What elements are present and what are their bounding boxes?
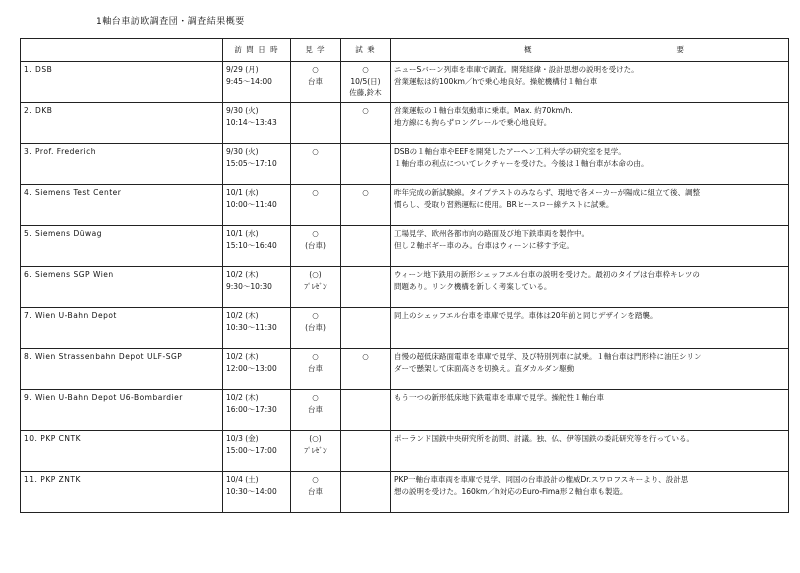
destination-cell (21, 308, 223, 349)
visit-date: 9/29 (月) (226, 65, 259, 74)
table-row (21, 185, 789, 226)
overview-line-1: もう一つの新形低床地下鉄電車を車庫で見学。操舵性１軸台車 (394, 393, 604, 402)
overview-line-1: 営業運転の１軸台車気動車に乗車。Max. 約70km/h. (394, 106, 573, 115)
overview-cell (391, 226, 789, 267)
overview-line-2: 慣らし、受取り習熟運転に使用。BRヒースロー線テストに試乗。 (394, 199, 614, 209)
table-row (21, 431, 789, 472)
overview-line-1: 工場見学、欧州各都市向の路面及び地下鉄車両を製作中。 (394, 229, 589, 238)
inspection-mark: ○ (312, 65, 319, 74)
inspection-mark: ○ (312, 352, 319, 361)
test-ride-cell (341, 308, 391, 349)
overview-cell (391, 185, 789, 226)
visit-datetime-cell (223, 185, 291, 226)
table-row (21, 390, 789, 431)
header-test-ride: 試 乗 (341, 39, 391, 62)
test-ride-cell (341, 62, 391, 103)
destination-name: 2. DKB (24, 106, 53, 115)
visit-datetime-cell (223, 431, 291, 472)
overview-line-1: 昨年完成の新試験線。タイプテストのみならず、現地で各メーカーが陽成に組立て後、調整 (394, 188, 701, 197)
inspection-cell (291, 185, 341, 226)
visit-datetime-cell (223, 267, 291, 308)
inspection-cell (291, 349, 341, 390)
destination-name: 5. Siemens Düwag (24, 229, 102, 238)
visit-time: 15:10～16:40 (226, 240, 277, 250)
destination-cell (21, 431, 223, 472)
overview-cell (391, 390, 789, 431)
inspection-cell (291, 267, 341, 308)
destination-cell (21, 62, 223, 103)
visit-date: 10/1 (水) (226, 188, 259, 197)
visit-time: 10:30～14:00 (226, 486, 277, 496)
visit-date: 10/2 (木) (226, 393, 259, 402)
visit-datetime-cell (223, 308, 291, 349)
visit-time: 15:05～17:10 (226, 158, 277, 168)
overview-line-2: 営業運転は約100km／hで乗心地良好。操舵機構付１軸台車 (394, 76, 598, 86)
test-ride-cell (341, 226, 391, 267)
overview-line-2: １軸台車の利点についてレクチャーを受けた。今後は１軸台車が本命の由。 (394, 158, 649, 168)
overview-line-2: 想の説明を受けた。160km／h対応のEuro-Fima形２軸台車も製造。 (394, 486, 628, 496)
destination-name: 8. Wien Strassenbahn Depot ULF-SGP (24, 352, 183, 361)
inspection-note: (台車) (305, 322, 326, 332)
test-ride-cell (341, 144, 391, 185)
table-row (21, 103, 789, 144)
header-overview (391, 39, 789, 62)
inspection-note: 台車 (308, 486, 323, 496)
overview-line-2: 問題あり。リンク機構を新しく考案している。 (394, 281, 552, 291)
destination-name: 1. DSB (24, 65, 53, 74)
inspection-note: 台車 (308, 76, 323, 86)
visit-time: 16:00～17:30 (226, 404, 277, 414)
test-ride-cell (341, 185, 391, 226)
test-ride-cell (341, 267, 391, 308)
overview-line-1: DSBの１軸台車やEEFを開発したアーヘン工科大学の研究室を見学。 (394, 147, 626, 156)
destination-cell (21, 226, 223, 267)
overview-line-1: ポーランド国鉄中央研究所を訪問、討議。独、仏、伊等国鉄の委託研究等を行っている。 (394, 434, 694, 443)
visit-datetime-cell (223, 62, 291, 103)
inspection-mark: ○ (312, 475, 319, 484)
inspection-mark: ○ (312, 229, 319, 238)
inspection-mark: (○) (309, 434, 322, 443)
overview-line-2: ダーで懸架して床面高さを切換え。直ダカルダン駆動 (394, 363, 575, 373)
inspection-mark: ○ (312, 147, 319, 156)
visit-time: 10:14～13:43 (226, 117, 277, 127)
destination-cell (21, 390, 223, 431)
destination-cell (21, 144, 223, 185)
visit-datetime-cell (223, 390, 291, 431)
inspection-note: (台車) (305, 240, 326, 250)
overview-line-1: ニューSバーン列車を車庫で調査。開発経緯・設計思想の説明を受けた。 (394, 65, 639, 74)
inspection-mark: ○ (312, 393, 319, 402)
visit-time: 15:00～17:00 (226, 445, 277, 455)
overview-cell (391, 144, 789, 185)
visit-datetime-cell (223, 103, 291, 144)
overview-line-1: ウィーン地下鉄用の新形シェッフエル台車の説明を受けた。最初のタイプは台車枠キレツの (394, 270, 700, 279)
test-ride-mark: ○ (362, 188, 369, 197)
visit-time: 10:00～11:40 (226, 199, 277, 209)
visit-date: 10/2 (木) (226, 311, 259, 320)
overview-cell (391, 431, 789, 472)
destination-cell (21, 185, 223, 226)
destination-cell (21, 472, 223, 513)
table-row (21, 144, 789, 185)
test-ride-cell (341, 103, 391, 144)
test-ride-cell (341, 349, 391, 390)
overview-line-1: 同上のシェッフエル台車を車庫で見学。車体は20年前と同じデザインを踏襲。 (394, 311, 658, 320)
destination-name: 11. PKP ZNTK (24, 475, 81, 484)
inspection-note: 台車 (308, 363, 323, 373)
test-ride-mark: ○ (362, 65, 369, 74)
visit-date: 10/3 (金) (226, 434, 259, 443)
table-row (21, 349, 789, 390)
table-row (21, 472, 789, 513)
test-ride-date: 10/5(日) (350, 76, 381, 86)
visit-datetime-cell (223, 226, 291, 267)
overview-cell (391, 267, 789, 308)
destination-name: 9. Wien U-Bahn Depot U6-Bombardier (24, 393, 183, 402)
table-row (21, 226, 789, 267)
test-ride-cell (341, 390, 391, 431)
visit-date: 10/1 (水) (226, 229, 259, 238)
destination-cell (21, 349, 223, 390)
visit-datetime-cell (223, 144, 291, 185)
overview-line-1: 自慢の超低床路面電車を車庫で見学、及び特別列車に試乗。１軸台車は門形枠に油圧シリン (394, 352, 702, 361)
inspection-cell (291, 308, 341, 349)
visit-date: 10/2 (木) (226, 270, 259, 279)
overview-cell (391, 472, 789, 513)
destination-name: 10. PKP CNTK (24, 434, 82, 443)
overview-cell (391, 308, 789, 349)
inspection-mark: (○) (309, 270, 322, 279)
header-overview-char-1: 概 (524, 45, 533, 55)
test-ride-mark: ○ (362, 352, 369, 361)
inspection-cell (291, 472, 341, 513)
inspection-mark: ○ (312, 311, 319, 320)
table-row (21, 267, 789, 308)
overview-cell (391, 62, 789, 103)
destination-name: 4. Siemens Test Center (24, 188, 122, 197)
inspection-note: ﾌﾟﾚｾﾞﾝ (304, 281, 327, 291)
visit-time: 10:30～11:30 (226, 322, 277, 332)
visit-datetime-cell (223, 472, 291, 513)
table-row (21, 62, 789, 103)
destination-name: 6. Siemens SGP Wien (24, 270, 114, 279)
visit-date: 10/4 (土) (226, 475, 259, 484)
header-inspection: 見 学 (291, 39, 341, 62)
visit-time: 12:00～13:00 (226, 363, 277, 373)
inspection-note: 台車 (308, 404, 323, 414)
inspection-mark: ○ (312, 188, 319, 197)
table-header-row (21, 39, 789, 62)
test-ride-mark: ○ (362, 106, 369, 115)
table-row (21, 308, 789, 349)
visit-datetime-cell (223, 349, 291, 390)
inspection-cell (291, 390, 341, 431)
inspection-cell (291, 226, 341, 267)
destination-cell (21, 267, 223, 308)
test-ride-people: 佐藤,鈴木 (349, 88, 382, 98)
document-title: 1軸台車訪欧調査団・調査結果概要 (96, 17, 245, 27)
header-visit-datetime: 訪 問 日 時 (223, 39, 291, 62)
test-ride-cell (341, 472, 391, 513)
visit-date: 10/2 (木) (226, 352, 259, 361)
overview-cell (391, 349, 789, 390)
visit-time: 9:45～14:00 (226, 76, 272, 86)
test-ride-cell (341, 431, 391, 472)
overview-line-1: PKP一軸台車車両を車庫で見学、同国の台車設計の権威Dr.スワロフスキーより、設計思 (394, 475, 689, 484)
inspection-cell (291, 62, 341, 103)
overview-cell (391, 103, 789, 144)
survey-table (20, 38, 789, 513)
destination-name: 3. Prof. Frederich (24, 147, 97, 156)
inspection-note: ﾌﾟﾚｾﾞﾝ (304, 445, 327, 455)
destination-name: 7. Wien U-Bahn Depot (24, 311, 117, 320)
visit-date: 9/30 (火) (226, 106, 259, 115)
header-overview-char-2: 要 (676, 45, 685, 55)
header-destination (21, 39, 223, 62)
overview-line-2: 地方線にも拘らずロングレールで乗心地良好。 (394, 117, 552, 127)
visit-time: 9:30～10:30 (226, 281, 272, 291)
visit-date: 9/30 (火) (226, 147, 259, 156)
inspection-cell (291, 103, 341, 144)
destination-cell (21, 103, 223, 144)
inspection-cell (291, 431, 341, 472)
overview-line-2: 但し２軸ボギー車のみ。台車はウィーンに移す予定。 (394, 240, 574, 250)
inspection-cell (291, 144, 341, 185)
